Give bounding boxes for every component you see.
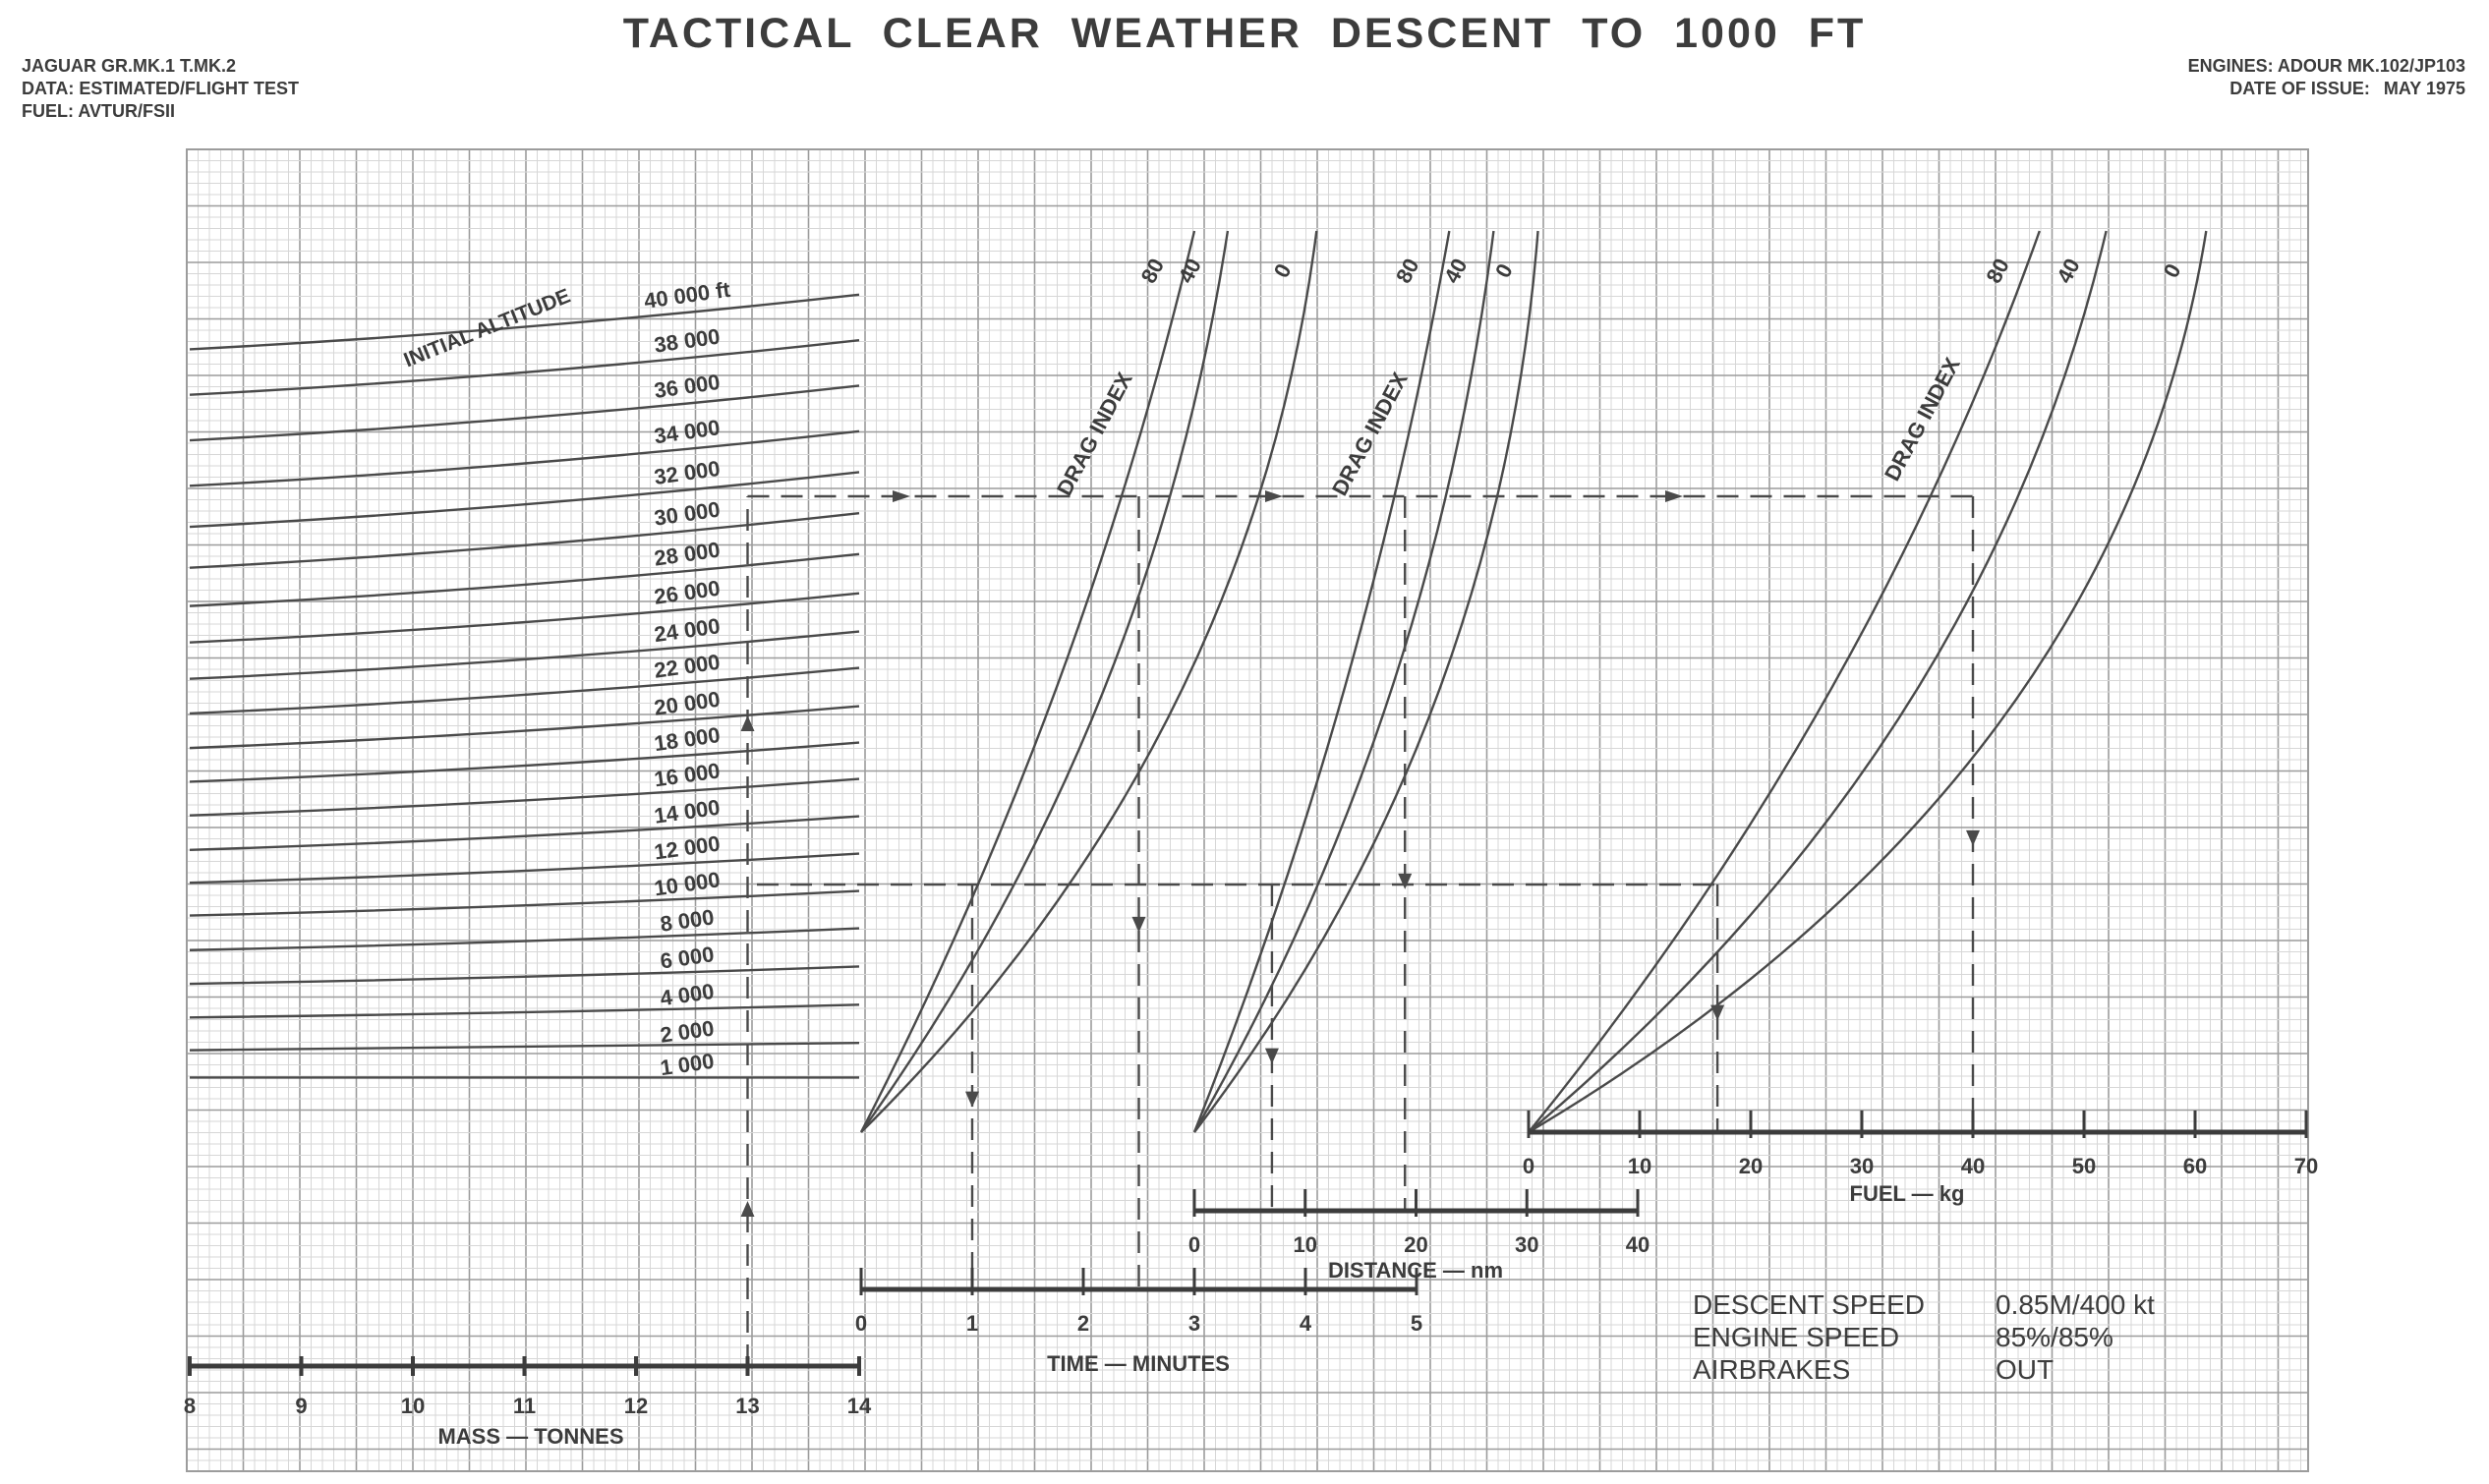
altitude-curve xyxy=(190,1004,859,1017)
mass-tick-label: 13 xyxy=(735,1394,760,1418)
fuel-axis-title: FUEL — kg xyxy=(1849,1181,1965,1206)
altitude-curve xyxy=(190,1043,859,1050)
note-value: 85%/85% xyxy=(1996,1322,2113,1352)
fuel-tick-label: 20 xyxy=(1738,1154,1764,1178)
altitude-label: 32 000 xyxy=(652,455,723,489)
data-source: DATA: ESTIMATED/FLIGHT TEST xyxy=(22,79,299,98)
note-label: AIRBRAKES xyxy=(1693,1354,1851,1385)
time-tick-label: 0 xyxy=(854,1311,868,1336)
arrow-down xyxy=(1966,830,1980,846)
altitude-curve xyxy=(190,707,859,749)
altitude-curve xyxy=(190,779,859,816)
graph-paper-grid xyxy=(187,149,2308,1471)
altitude-label: 16 000 xyxy=(652,758,723,792)
altitude-curve xyxy=(190,632,859,679)
distance-tick-label: 10 xyxy=(1293,1232,1317,1257)
time-drag-label: 80 xyxy=(1135,254,1170,288)
altitude-label: 6 000 xyxy=(658,942,716,974)
date-value: MAY 1975 xyxy=(2383,79,2465,98)
altitude-label: 24 000 xyxy=(652,613,723,648)
altitude-label: 12 000 xyxy=(652,830,723,865)
engines-text: ENGINES: ADOUR MK.102/JP103 xyxy=(2187,56,2465,76)
altitude-label: 40 000 ft xyxy=(642,276,732,314)
distance-tick-label: 30 xyxy=(1515,1232,1539,1257)
altitude-curve xyxy=(190,891,859,916)
time-tick-label: 5 xyxy=(1410,1311,1423,1336)
arrow-right xyxy=(1265,490,1283,502)
altitude-label: 8 000 xyxy=(658,904,716,937)
time-drag-label: 40 xyxy=(1173,254,1207,288)
altitude-label: 2 000 xyxy=(658,1015,716,1048)
fuel-drag-label: 0 xyxy=(2158,259,2186,282)
altitude-label: 22 000 xyxy=(652,649,723,683)
altitude-curve xyxy=(190,966,859,984)
altitude-label: 14 000 xyxy=(652,794,723,828)
arrow-down xyxy=(1132,917,1146,933)
chart-labels xyxy=(184,255,2318,1449)
mass-tick-label: 10 xyxy=(400,1394,426,1418)
distance-drag-label: 40 xyxy=(1439,254,1473,288)
altitude-curve xyxy=(190,929,859,950)
mass-tick-label: 11 xyxy=(512,1394,537,1418)
fuel-tick-label: 10 xyxy=(1627,1154,1652,1178)
time-axis-title: TIME — MINUTES xyxy=(1047,1351,1230,1376)
distance-drag-index-label: DRAG INDEX xyxy=(1326,368,1413,500)
altitude-label: 36 000 xyxy=(652,369,723,403)
grid-border xyxy=(187,149,2308,1471)
altitude-label: 10 000 xyxy=(652,867,723,901)
distance-tick-label: 40 xyxy=(1625,1232,1650,1257)
altitude-curve xyxy=(190,431,859,486)
mass-tick-label: 9 xyxy=(295,1394,308,1418)
time-tick-label: 4 xyxy=(1299,1311,1312,1336)
chart-title: TACTICAL CLEAR WEATHER DESCENT TO 1000 FT xyxy=(622,10,1867,57)
mass-tick-label: 14 xyxy=(846,1394,872,1418)
altitude-label: 28 000 xyxy=(652,537,723,571)
fuel-drag-label: 80 xyxy=(1981,254,2014,288)
fuel-drag-index-label: DRAG INDEX xyxy=(1879,353,1965,485)
fuel-tick-label: 60 xyxy=(2182,1154,2208,1178)
fuel-type: FUEL: AVTUR/FSII xyxy=(22,101,175,121)
altitude-label: 34 000 xyxy=(652,415,723,449)
altitude-label: 18 000 xyxy=(652,722,723,757)
altitude-curve xyxy=(190,854,859,884)
altitude-label: 30 000 xyxy=(652,496,723,531)
arrow-right xyxy=(893,490,910,502)
mass-axis-title: MASS — TONNES xyxy=(437,1424,624,1449)
mass-tick-label: 12 xyxy=(623,1394,649,1418)
note-value: OUT xyxy=(1996,1354,2055,1385)
initial-altitude-label: INITIAL ALTITUDE xyxy=(400,284,574,372)
distance-tick-label: 0 xyxy=(1187,1232,1201,1257)
fuel-tick-label: 40 xyxy=(1960,1154,1986,1178)
note-label: ENGINE SPEED xyxy=(1693,1322,1900,1352)
mass-tick-label: 8 xyxy=(183,1394,197,1418)
arrow-right xyxy=(1665,490,1683,502)
aircraft-type: JAGUAR GR.MK.1 T.MK.2 xyxy=(22,56,237,76)
fuel-tick-label: 70 xyxy=(2293,1154,2319,1178)
altitude-label: 26 000 xyxy=(652,575,723,609)
arrow-down xyxy=(1265,1049,1279,1064)
note-value: 0.85M/400 kt xyxy=(1996,1289,2155,1320)
altitude-label: 4 000 xyxy=(658,978,716,1011)
distance-tick-label: 20 xyxy=(1404,1232,1428,1257)
fuel-tick-label: 0 xyxy=(1522,1154,1535,1178)
note-label: DESCENT SPEED xyxy=(1693,1289,1925,1320)
arrow-down xyxy=(1398,874,1412,889)
fuel-tick-label: 50 xyxy=(2071,1154,2097,1178)
date-label: DATE OF ISSUE: xyxy=(2229,79,2370,98)
distance-drag-label: 80 xyxy=(1390,254,1424,288)
time-tick-label: 3 xyxy=(1187,1311,1201,1336)
distance-drag-label: 0 xyxy=(1489,259,1518,282)
distance-axis-title: DISTANCE — nm xyxy=(1327,1258,1504,1283)
fuel-drag-label: 40 xyxy=(2052,254,2085,288)
altitude-label: 20 000 xyxy=(652,686,723,720)
altitude-curve xyxy=(190,817,859,850)
fuel-tick-label: 30 xyxy=(1849,1154,1875,1178)
time-tick-label: 1 xyxy=(965,1311,979,1336)
altitude-label: 38 000 xyxy=(652,323,723,358)
arrow-down xyxy=(965,1092,979,1108)
altitude-label: 1 000 xyxy=(658,1048,716,1081)
time-tick-label: 2 xyxy=(1076,1311,1090,1336)
time-drag-label: 0 xyxy=(1268,259,1297,282)
time-drag-index-label: DRAG INDEX xyxy=(1051,368,1137,500)
